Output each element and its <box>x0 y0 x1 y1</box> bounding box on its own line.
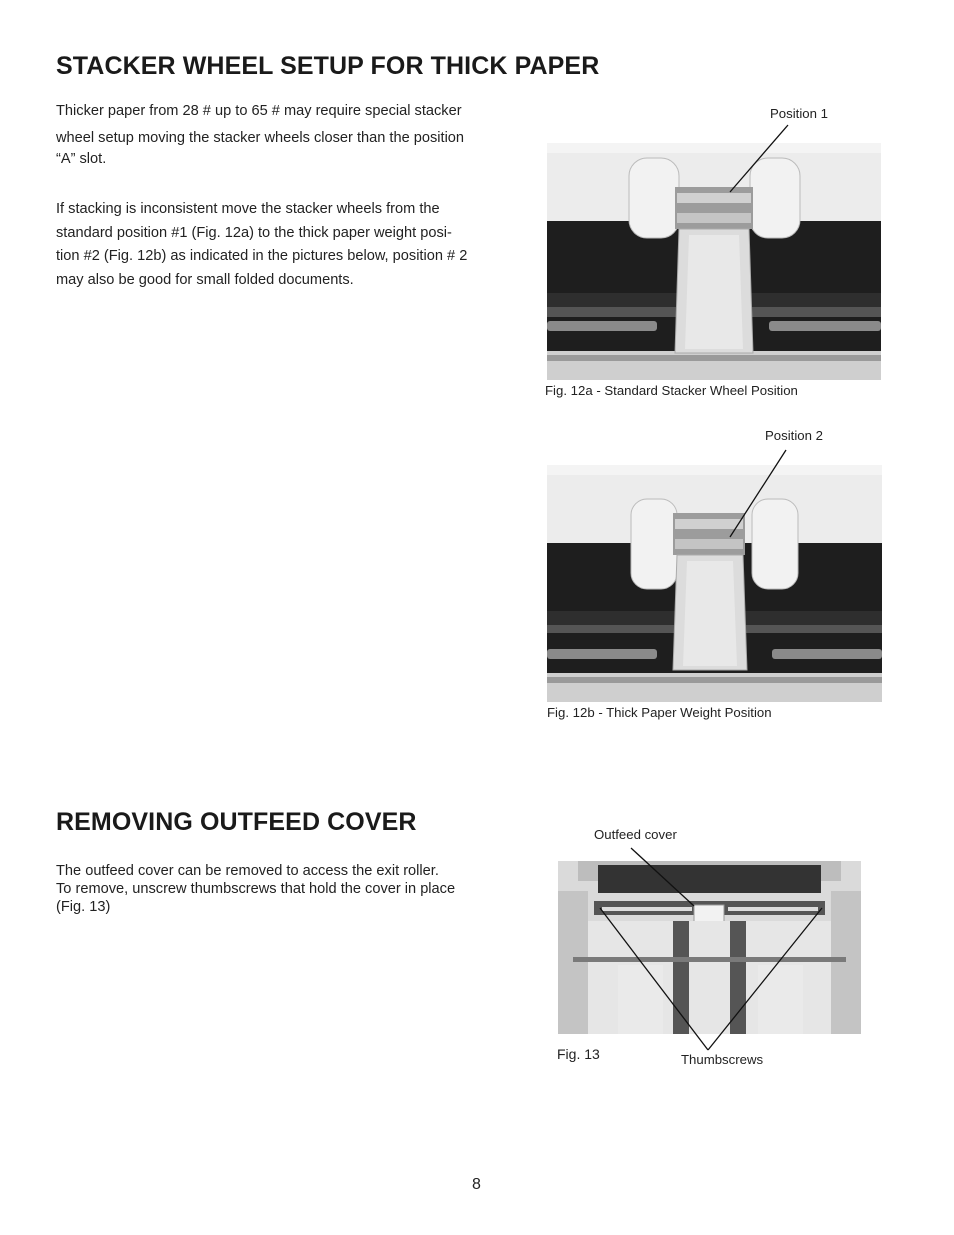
instruction-paragraph <box>56 198 516 292</box>
section-title-stacker-wheel: STACKER WHEEL SETUP FOR THICK PAPER <box>56 52 600 80</box>
text-line: The outfeed cover can be removed to access the exit roller. <box>56 863 439 879</box>
fig-12b-caption: Fig. 12b - Thick Paper Weight Position <box>547 705 772 720</box>
callout-line-position-2 <box>547 440 882 550</box>
callout-thumbscrews: Thumbscrews <box>681 1052 764 1067</box>
outfeed-paragraph <box>56 862 516 916</box>
callout-line-position-1 <box>547 115 881 205</box>
fig-13-caption: Fig. 13 <box>557 1046 600 1062</box>
callout-lines-fig-13 <box>558 840 861 1060</box>
text-line: tion #2 (Fig. 12b) as indicated in the pictures below, position # 2 <box>56 248 468 264</box>
text-line: (Fig. 13) <box>56 899 111 915</box>
callout-position-1: Position 1 <box>770 106 828 121</box>
text-line: may also be good for small folded documents. <box>56 271 354 288</box>
text-line: “A” slot. <box>56 151 107 167</box>
text-line: To remove, unscrew thumbscrews that hold the cover in place <box>56 881 456 897</box>
callout-outfeed-cover: Outfeed cover <box>594 827 677 842</box>
callout-position-2: Position 2 <box>765 428 823 443</box>
fig-12a-caption: Fig. 12a - Standard Stacker Wheel Position <box>545 383 798 398</box>
text-line: wheel setup moving the stacker wheels closer than the position <box>56 129 465 146</box>
section-title-outfeed-cover: REMOVING OUTFEED COVER <box>56 808 417 836</box>
text-line: standard position #1 (Fig. 12a) to the thick paper weight posi- <box>56 224 452 241</box>
page-number: 8 <box>472 1176 481 1193</box>
text-line: Thicker paper from 28 # up to 65 # may require special stacker <box>56 103 462 119</box>
intro-paragraph <box>56 100 516 172</box>
text-line: If stacking is inconsistent move the stacker wheels from the <box>56 201 440 217</box>
